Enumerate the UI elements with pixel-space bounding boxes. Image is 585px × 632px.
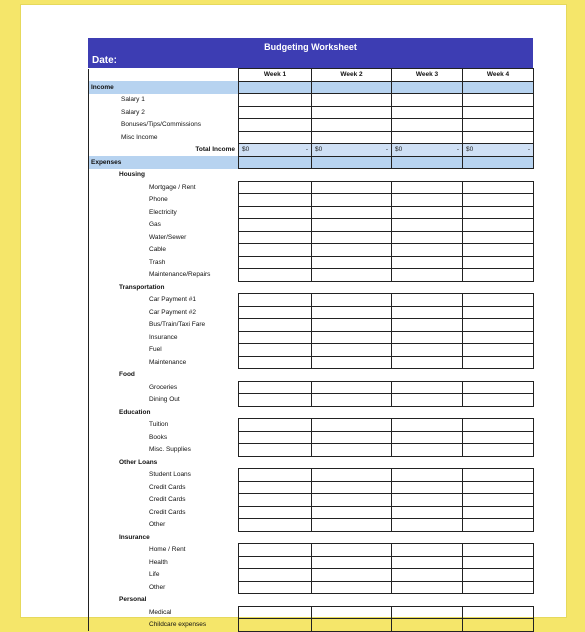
expense-cell[interactable] (312, 494, 392, 507)
expense-item-label: Credit Cards (89, 481, 239, 494)
expense-cell[interactable] (239, 306, 312, 319)
income-item-label: Misc Income (89, 131, 239, 144)
expense-item-label: Cable (89, 244, 239, 257)
expense-cell[interactable] (312, 606, 392, 619)
expense-item-label: Insurance (89, 331, 239, 344)
expense-cell[interactable] (463, 619, 534, 632)
expense-cell[interactable] (392, 181, 463, 194)
expense-row (89, 556, 534, 569)
income-section-label: Income (89, 81, 239, 94)
expense-cell[interactable] (312, 569, 392, 582)
expense-cell[interactable] (463, 244, 534, 257)
expense-cell[interactable] (239, 219, 312, 232)
expense-cell[interactable] (239, 194, 312, 207)
expenses-section-cell (312, 156, 392, 169)
expense-cell[interactable] (239, 294, 312, 307)
expense-item-label: Gas (89, 219, 239, 232)
total-currency: $0 (242, 146, 250, 154)
expense-item-label: Other (89, 581, 239, 594)
expense-cell[interactable] (312, 269, 392, 282)
expense-item-label: Home / Rent (89, 544, 239, 557)
expense-cell[interactable] (239, 431, 312, 444)
expense-cell[interactable] (463, 269, 534, 282)
expense-cell[interactable] (463, 344, 534, 357)
expense-row (89, 294, 534, 307)
expense-row (89, 231, 534, 244)
expense-cell[interactable] (312, 356, 392, 369)
title-band (88, 38, 533, 68)
total-currency: $0 (395, 146, 403, 154)
income-row (89, 119, 534, 132)
expense-row (89, 431, 534, 444)
date-label: Date: (92, 55, 118, 66)
expense-cell[interactable] (239, 381, 312, 394)
expense-cell[interactable] (312, 556, 392, 569)
expense-item-label: Dining Out (89, 394, 239, 407)
expense-category-row (89, 594, 534, 607)
expense-cell[interactable] (312, 306, 392, 319)
paper-page (20, 4, 567, 629)
expense-row (89, 419, 534, 432)
expense-cell[interactable] (463, 431, 534, 444)
expense-category-row (89, 369, 534, 382)
total-income-row (89, 144, 534, 157)
expense-category-label: Transportation (89, 281, 534, 294)
expenses-section-label: Expenses (89, 156, 239, 169)
expense-cell[interactable] (463, 494, 534, 507)
income-cell[interactable] (392, 119, 463, 132)
expense-category-label: Other Loans (89, 456, 534, 469)
income-row (89, 106, 534, 119)
expense-cell[interactable] (239, 556, 312, 569)
expense-cell[interactable] (312, 219, 392, 232)
expense-cell[interactable] (392, 206, 463, 219)
expense-cell[interactable] (312, 469, 392, 482)
income-cell[interactable] (239, 94, 312, 107)
income-cell[interactable] (312, 106, 392, 119)
expense-cell[interactable] (463, 331, 534, 344)
expense-cell[interactable] (312, 444, 392, 457)
expense-cell[interactable] (239, 569, 312, 582)
expense-cell[interactable] (239, 469, 312, 482)
expense-cell[interactable] (463, 544, 534, 557)
income-section-cell (239, 81, 312, 94)
income-cell[interactable] (312, 131, 392, 144)
expense-cell[interactable] (392, 419, 463, 432)
income-section-cell (392, 81, 463, 94)
expense-cell[interactable] (463, 356, 534, 369)
expense-cell[interactable] (392, 469, 463, 482)
expense-item-label: Misc. Supplies (89, 444, 239, 457)
expense-cell[interactable] (463, 219, 534, 232)
expense-item-label: Phone (89, 194, 239, 207)
expense-cell[interactable] (312, 506, 392, 519)
expense-cell[interactable] (392, 306, 463, 319)
expense-cell[interactable] (392, 319, 463, 332)
expense-category-label: Housing (89, 169, 534, 182)
expense-cell[interactable] (463, 419, 534, 432)
expense-cell[interactable] (239, 506, 312, 519)
expense-cell[interactable] (312, 519, 392, 532)
expense-cell[interactable] (463, 194, 534, 207)
expense-cell[interactable] (239, 544, 312, 557)
expense-cell[interactable] (463, 519, 534, 532)
budget-table (88, 68, 534, 632)
expense-cell[interactable] (312, 381, 392, 394)
expense-item-label: Tuition (89, 419, 239, 432)
header-blank (89, 69, 239, 82)
expense-category-label: Food (89, 369, 534, 382)
expense-cell[interactable] (312, 181, 392, 194)
expenses-section-cell (463, 156, 534, 169)
expense-cell[interactable] (239, 619, 312, 632)
expense-cell[interactable] (463, 256, 534, 269)
expense-cell[interactable] (239, 206, 312, 219)
expense-row (89, 581, 534, 594)
expense-row (89, 344, 534, 357)
expense-item-label: Mortgage / Rent (89, 181, 239, 194)
expense-row (89, 506, 534, 519)
expense-row (89, 356, 534, 369)
expense-row (89, 494, 534, 507)
expense-item-label: Car Payment #2 (89, 306, 239, 319)
expense-cell[interactable] (463, 444, 534, 457)
expense-cell[interactable] (239, 606, 312, 619)
expense-cell[interactable] (312, 206, 392, 219)
expense-row (89, 244, 534, 257)
expense-cell[interactable] (463, 381, 534, 394)
expense-row (89, 619, 534, 632)
expense-item-label: Other (89, 519, 239, 532)
income-item-label: Salary 1 (89, 94, 239, 107)
expense-cell[interactable] (312, 256, 392, 269)
expense-cell[interactable] (312, 581, 392, 594)
expense-item-label: Life (89, 569, 239, 582)
expense-cell[interactable] (392, 231, 463, 244)
worksheet-title: Budgeting Worksheet (264, 42, 357, 52)
expense-cell[interactable] (392, 606, 463, 619)
expense-row (89, 194, 534, 207)
income-cell[interactable] (392, 94, 463, 107)
expense-cell[interactable] (392, 569, 463, 582)
income-cell[interactable] (463, 94, 534, 107)
expense-cell[interactable] (312, 419, 392, 432)
expense-row (89, 381, 534, 394)
expense-cell[interactable] (239, 256, 312, 269)
expense-category-label: Education (89, 406, 534, 419)
expense-cell[interactable] (239, 319, 312, 332)
total-dash: - (305, 146, 308, 154)
expense-cell[interactable] (392, 194, 463, 207)
expense-item-label: Bus/Train/Taxi Fare (89, 319, 239, 332)
expense-cell[interactable] (239, 581, 312, 594)
week-header-3: Week 3 (392, 69, 463, 82)
income-row (89, 131, 534, 144)
expense-cell[interactable] (463, 206, 534, 219)
expense-cell[interactable] (392, 544, 463, 557)
income-cell[interactable] (239, 106, 312, 119)
income-cell[interactable] (392, 131, 463, 144)
total-dash: - (385, 146, 388, 154)
expense-cell[interactable] (239, 419, 312, 432)
expense-cell[interactable] (392, 481, 463, 494)
expense-cell[interactable] (463, 556, 534, 569)
expense-row (89, 481, 534, 494)
expense-cell[interactable] (392, 556, 463, 569)
expense-cell[interactable] (312, 619, 392, 632)
expense-item-label: Health (89, 556, 239, 569)
expense-row (89, 519, 534, 532)
income-section-row (89, 81, 534, 94)
expense-row (89, 606, 534, 619)
expense-cell[interactable] (392, 444, 463, 457)
week-header-4: Week 4 (463, 69, 534, 82)
expense-cell[interactable] (239, 344, 312, 357)
expense-cell[interactable] (239, 269, 312, 282)
expense-cell[interactable] (239, 444, 312, 457)
income-cell[interactable] (392, 106, 463, 119)
expense-cell[interactable] (392, 431, 463, 444)
expense-cell[interactable] (312, 319, 392, 332)
expense-cell[interactable] (239, 356, 312, 369)
expense-cell[interactable] (239, 331, 312, 344)
expense-cell[interactable] (312, 294, 392, 307)
income-cell[interactable] (312, 119, 392, 132)
expense-cell[interactable] (463, 606, 534, 619)
expense-item-label: Student Loans (89, 469, 239, 482)
expense-cell[interactable] (463, 569, 534, 582)
expense-row (89, 319, 534, 332)
expense-item-label: Medical (89, 606, 239, 619)
expense-cell[interactable] (392, 244, 463, 257)
expense-cell[interactable] (392, 581, 463, 594)
expense-cell[interactable] (463, 181, 534, 194)
expense-row (89, 331, 534, 344)
expense-cell[interactable] (312, 244, 392, 257)
expense-cell[interactable] (312, 544, 392, 557)
expense-cell[interactable] (312, 194, 392, 207)
expense-cell[interactable] (392, 381, 463, 394)
total-income-label: Total Income (89, 144, 239, 157)
expense-cell[interactable] (239, 231, 312, 244)
total-dash: - (527, 146, 530, 154)
total-income-cell (463, 144, 534, 157)
expense-item-label: Credit Cards (89, 494, 239, 507)
expense-cell[interactable] (392, 331, 463, 344)
income-item-label: Bonuses/Tips/Commissions (89, 119, 239, 132)
expense-item-label: Groceries (89, 381, 239, 394)
expense-cell[interactable] (239, 519, 312, 532)
expenses-section-cell (239, 156, 312, 169)
expense-category-row (89, 406, 534, 419)
expense-cell[interactable] (239, 481, 312, 494)
expense-category-row (89, 169, 534, 182)
expense-cell[interactable] (463, 294, 534, 307)
budget-worksheet (88, 38, 533, 629)
income-cell[interactable] (239, 119, 312, 132)
expense-cell[interactable] (392, 519, 463, 532)
total-income-cell (312, 144, 392, 157)
week-header-2: Week 2 (312, 69, 392, 82)
expense-cell[interactable] (239, 494, 312, 507)
expense-cell[interactable] (463, 481, 534, 494)
expense-item-label: Electricity (89, 206, 239, 219)
expense-row (89, 469, 534, 482)
expense-cell[interactable] (463, 231, 534, 244)
expense-row (89, 181, 534, 194)
expense-item-label: Car Payment #1 (89, 294, 239, 307)
income-item-label: Salary 2 (89, 106, 239, 119)
expense-row (89, 394, 534, 407)
total-dash: - (456, 146, 459, 154)
income-row (89, 94, 534, 107)
expenses-section-cell (392, 156, 463, 169)
expense-category-row (89, 281, 534, 294)
expense-cell[interactable] (392, 506, 463, 519)
expense-category-label: Personal (89, 594, 534, 607)
income-cell[interactable] (312, 94, 392, 107)
expense-row (89, 569, 534, 582)
expense-cell[interactable] (239, 181, 312, 194)
expense-cell[interactable] (463, 306, 534, 319)
expense-category-row (89, 531, 534, 544)
expense-category-label: Insurance (89, 531, 534, 544)
total-income-cell (392, 144, 463, 157)
expense-cell[interactable] (312, 394, 392, 407)
expense-cell[interactable] (392, 394, 463, 407)
expense-row (89, 444, 534, 457)
expense-cell[interactable] (239, 394, 312, 407)
expense-item-label: Maintenance (89, 356, 239, 369)
expense-row (89, 206, 534, 219)
income-cell[interactable] (463, 131, 534, 144)
expenses-section-row (89, 156, 534, 169)
total-currency: $0 (315, 146, 323, 154)
expense-cell[interactable] (392, 294, 463, 307)
expense-row (89, 219, 534, 232)
expense-cell[interactable] (312, 231, 392, 244)
expense-cell[interactable] (392, 356, 463, 369)
expense-cell[interactable] (312, 481, 392, 494)
expense-cell[interactable] (392, 494, 463, 507)
expense-item-label: Water/Sewer (89, 231, 239, 244)
expense-item-label: Maintenance/Repairs (89, 269, 239, 282)
expense-cell[interactable] (463, 581, 534, 594)
expense-cell[interactable] (392, 619, 463, 632)
expense-item-label: Childcare expenses (89, 619, 239, 632)
expense-cell[interactable] (392, 344, 463, 357)
expense-item-label: Books (89, 431, 239, 444)
expense-category-row (89, 456, 534, 469)
expense-cell[interactable] (392, 256, 463, 269)
expense-row (89, 306, 534, 319)
expense-cell[interactable] (312, 331, 392, 344)
income-cell[interactable] (463, 119, 534, 132)
expense-row (89, 256, 534, 269)
income-cell[interactable] (463, 106, 534, 119)
income-section-cell (312, 81, 392, 94)
total-income-cell (239, 144, 312, 157)
expense-row (89, 544, 534, 557)
expense-cell[interactable] (463, 394, 534, 407)
expense-cell[interactable] (312, 344, 392, 357)
expense-row (89, 269, 534, 282)
week-header-row (89, 69, 534, 82)
expense-cell[interactable] (312, 431, 392, 444)
expense-item-label: Credit Cards (89, 506, 239, 519)
expense-cell[interactable] (463, 506, 534, 519)
total-currency: $0 (466, 146, 474, 154)
expense-cell[interactable] (463, 319, 534, 332)
expense-cell[interactable] (239, 244, 312, 257)
income-section-cell (463, 81, 534, 94)
income-cell[interactable] (239, 131, 312, 144)
expense-item-label: Fuel (89, 344, 239, 357)
expense-cell[interactable] (392, 219, 463, 232)
week-header-1: Week 1 (239, 69, 312, 82)
expense-item-label: Trash (89, 256, 239, 269)
expense-cell[interactable] (463, 469, 534, 482)
expense-cell[interactable] (392, 269, 463, 282)
